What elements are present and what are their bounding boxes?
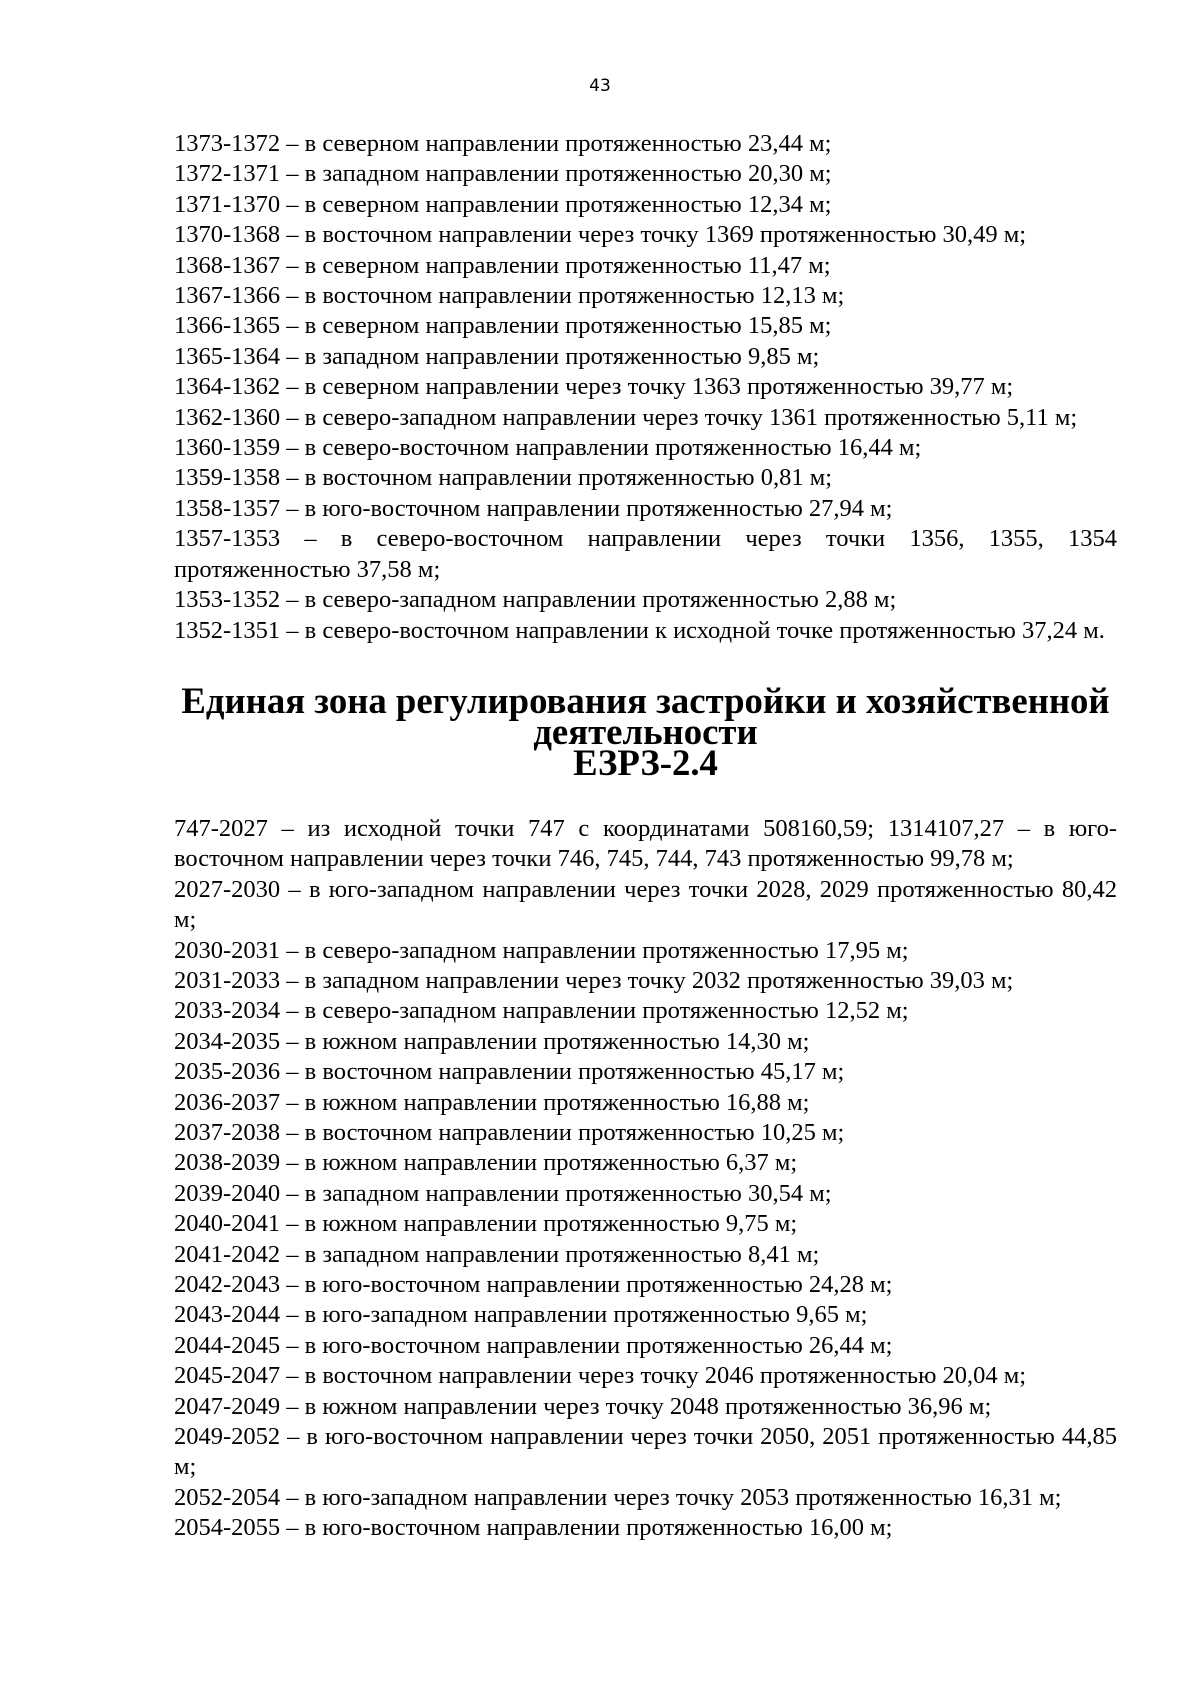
boundary-segment: 2043-2044 – в юго-западном направлении протяженностью 9,65 м; bbox=[174, 1301, 868, 1329]
boundary-segment: 1357-1353 – в северо-восточном направлении через точки 1356, 1355, 1354 протяженностью 37,58 м; bbox=[174, 525, 1117, 583]
boundary-segment: 1373-1372 – в северном направлении протяженностью 23,44 м; bbox=[174, 130, 832, 157]
boundary-segment: 1366-1365 – в северном направлении протяженностью 15,85 м; bbox=[174, 312, 832, 340]
boundary-segment: 1365-1364 – в западном направлении протяженностью 9,85 м; bbox=[174, 342, 820, 370]
boundary-segment: 2042-2043 – в юго-восточном направлении протяженностью 24,28 м; bbox=[174, 1271, 893, 1298]
boundary-segment: 2031-2033 – в западном направлении через точку 2032 протяженностью 39,03 м; bbox=[174, 966, 1014, 994]
boundary-segment: 2045-2047 – в восточном направлении через точку 2046 протяженностью 20,04 м; bbox=[174, 1362, 1027, 1390]
boundary-segment: 2044-2045 – в юго-восточном направлении протяженностью 26,44 м; bbox=[174, 1331, 893, 1359]
boundary-segment: 1359-1358 – в восточном направлении протяженностью 0,81 м; bbox=[174, 464, 833, 492]
boundary-segment: 1364-1362 – в северном направлении через точку 1363 протяженностью 39,77 м; bbox=[174, 373, 1014, 401]
boundary-description-list-1 bbox=[174, 129, 1117, 646]
boundary-segment: 2036-2037 – в южном направлении протяженностью 16,88 м; bbox=[174, 1088, 810, 1116]
boundary-description-list-2 bbox=[174, 814, 1117, 1544]
boundary-segment: 1360-1359 – в северо-восточном направлении протяженностью 16,44 м; bbox=[174, 434, 922, 462]
boundary-segment: 1362-1360 – в северо-западном направлении через точку 1361 протяженностью 5,11 м; bbox=[174, 403, 1078, 431]
boundary-segment: 2039-2040 – в западном направлении протяженностью 30,54 м; bbox=[174, 1179, 832, 1207]
boundary-segment: 1353-1352 – в северо-западном направлении протяженностью 2,88 м; bbox=[174, 586, 897, 614]
boundary-segment: 2030-2031 – в северо-западном направлении протяженностью 17,95 м; bbox=[174, 936, 909, 964]
zone-heading bbox=[174, 679, 1117, 783]
boundary-segment: 2034-2035 – в южном направлении протяженностью 14,30 м; bbox=[174, 1027, 810, 1055]
boundary-segment: 1370-1368 – в восточном направлении через точку 1369 протяженностью 30,49 м; bbox=[174, 221, 1027, 249]
boundary-segment: 2049-2052 – в юго-восточном направлении через точки 2050, 2051 протяженностью 44,85 м; bbox=[174, 1423, 1117, 1481]
zone-heading-code: ЕЗРЗ-2.4 bbox=[573, 741, 718, 783]
boundary-segment: 2054-2055 – в юго-восточном направлении протяженностью 16,00 м; bbox=[174, 1514, 893, 1542]
page-content bbox=[174, 129, 1117, 1544]
boundary-segment: 2038-2039 – в южном направлении протяженностью 6,37 м; bbox=[174, 1149, 798, 1177]
boundary-segment: 1371-1370 – в северном направлении протяженностью 12,34 м; bbox=[174, 190, 832, 218]
boundary-segment: 2027-2030 – в юго-западном направлении через точки 2028, 2029 протяженностью 80,42 м; bbox=[174, 875, 1117, 934]
boundary-segment: 747-2027 – из исходной точки 747 с координатами 508160,59; 1314107,27 – в юго-восточном направлении через точки 746, 745, 744, 743 протяженностью 99,78 м; bbox=[174, 814, 1117, 873]
boundary-segment: 2047-2049 – в южном направлении через точку 2048 протяженностью 36,96 м; bbox=[174, 1392, 992, 1420]
boundary-segment: 2037-2038 – в восточном направлении протяженностью 10,25 м; bbox=[174, 1118, 845, 1146]
boundary-segment: 1358-1357 – в юго-восточном направлении протяженностью 27,94 м; bbox=[174, 494, 893, 522]
boundary-segment: 2035-2036 – в восточном направлении протяженностью 45,17 м; bbox=[174, 1058, 845, 1086]
boundary-segment: 2040-2041 – в южном направлении протяженностью 9,75 м; bbox=[174, 1210, 798, 1238]
zone-heading-title: Единая зона регулирования застройки и хозяйственной деятельности bbox=[181, 679, 1110, 752]
boundary-segment: 1352-1351 – в северо-восточном направлении к исходной точке протяженностью 37,24 м. bbox=[174, 616, 1105, 644]
boundary-segment: 2052-2054 – в юго-западном направлении через точку 2053 протяженностью 16,31 м; bbox=[174, 1483, 1062, 1511]
boundary-segment: 1367-1366 – в восточном направлении протяженностью 12,13 м; bbox=[174, 282, 845, 310]
boundary-segment: 2041-2042 – в западном направлении протяженностью 8,41 м; bbox=[174, 1240, 820, 1268]
boundary-segment: 1372-1371 – в западном направлении протяженностью 20,30 м; bbox=[174, 160, 832, 188]
boundary-segment: 2033-2034 – в северо-западном направлении протяженностью 12,52 м; bbox=[174, 997, 909, 1025]
page-number: 43 bbox=[589, 76, 611, 96]
boundary-segment: 1368-1367 – в северном направлении протяженностью 11,47 м; bbox=[174, 251, 831, 279]
